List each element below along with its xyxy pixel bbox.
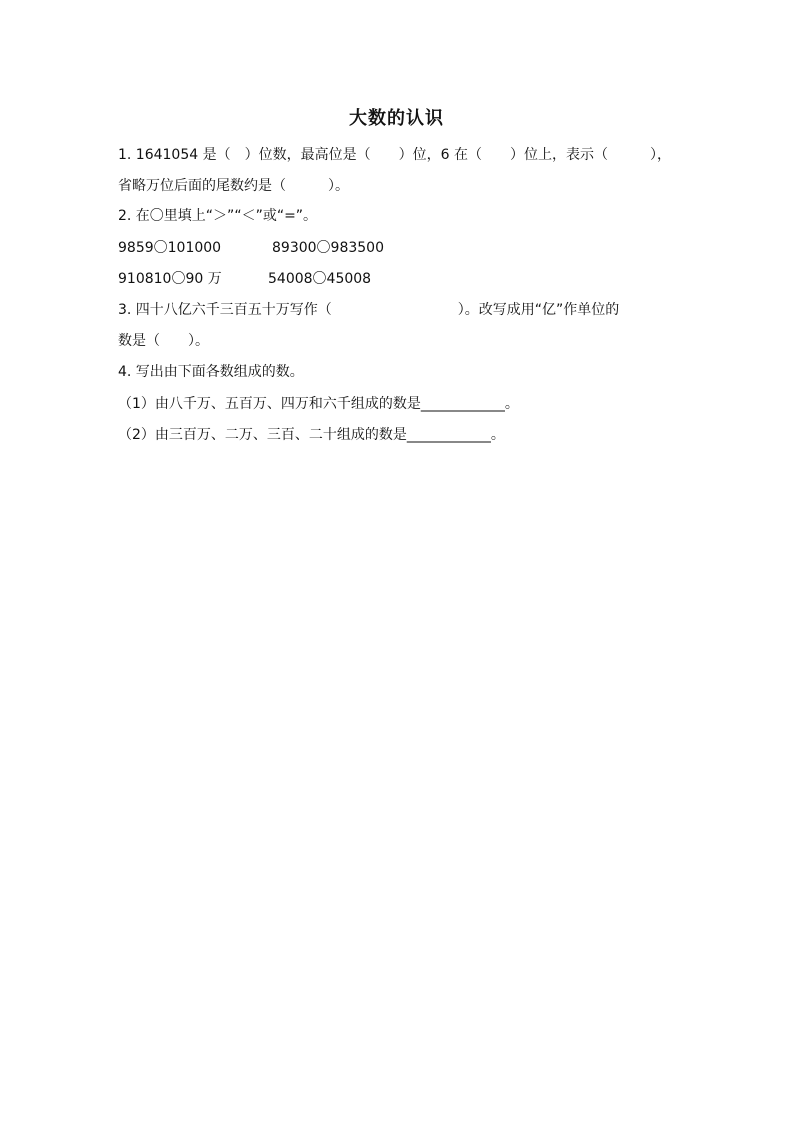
question-2-row-2-right: 54008〇45008	[268, 271, 372, 287]
question-2-prompt: 2. 在〇里填上“＞”“＜”或“=”。	[118, 208, 318, 224]
question-1-line-1: 1. 1641054 是（ ）位数，最高位是（ ）位，6 在（ ）位上，表示（ ），	[118, 147, 671, 163]
question-2-row-1-left: 9859〇101000	[118, 240, 222, 256]
question-2-row-1-right: 89300〇983500	[272, 240, 384, 256]
question-2-row-2-left: 910810〇90 万	[118, 271, 222, 287]
question-3-line-2: 数是（ ）。	[118, 333, 209, 349]
question-3-line-1: 3. 四十八亿六千三百五十万写作（ ）。改写成用“亿”作单位的	[118, 302, 620, 318]
question-4-prompt: 4. 写出由下面各数组成的数。	[118, 364, 304, 380]
question-4-item-2: （2）由三百万、二万、三百、二十组成的数是____________。	[118, 427, 505, 443]
question-1-line-2: 省略万位后面的尾数约是（ ）。	[118, 178, 349, 194]
question-4-item-1: （1）由八千万、五百万、四万和六千组成的数是____________。	[118, 396, 519, 412]
page-title: 大数的认识	[349, 108, 444, 129]
